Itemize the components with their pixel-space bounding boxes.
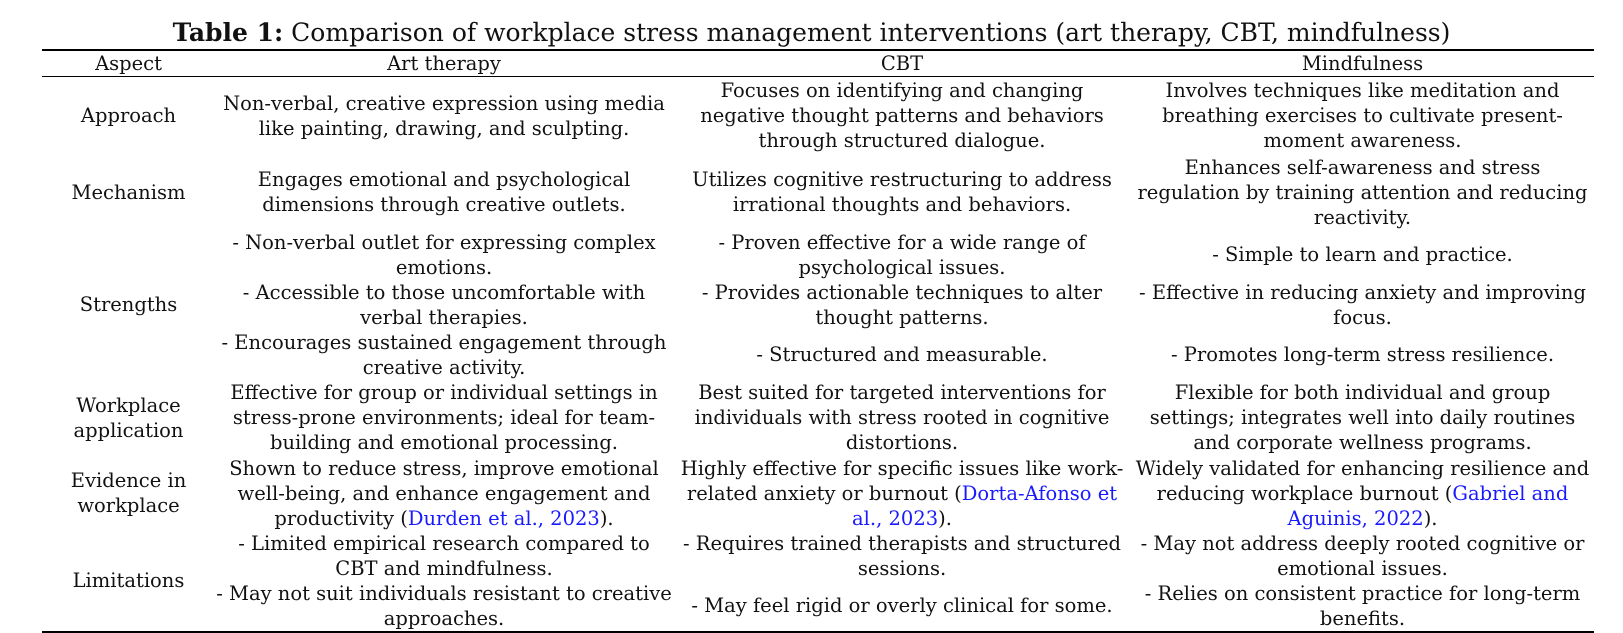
- cell-strengths-art: [215, 230, 673, 380]
- list-item: - Promotes long-term stress resilience.: [1170, 343, 1555, 366]
- list-item: - May feel rigid or overly clinical for some.: [691, 594, 1113, 617]
- table-row: [42, 456, 1594, 531]
- table-row: [42, 155, 1594, 230]
- row-label-approach: Approach: [80, 104, 177, 128]
- citation-link[interactable]: Durden et al., 2023: [407, 506, 600, 530]
- list-item: - Accessible to those uncomfortable with verbal therapies.: [242, 280, 646, 329]
- cell-evidence-mind: [1131, 456, 1594, 531]
- header-mindfulness: Mindfulness: [1301, 52, 1424, 75]
- table-row: [42, 230, 1594, 380]
- list-item: - Non-verbal outlet for expressing complex emotions.: [232, 230, 656, 279]
- list-item: - May not suit individuals resistant to creative approaches.: [216, 581, 672, 630]
- cell-text: Highly effective for specific issues like work-related anxiety or burnout (: [680, 456, 1124, 505]
- list-item: - Provides actionable techniques to alter thought patterns.: [701, 280, 1103, 329]
- row-label-evidence: Evidence in workplace: [70, 469, 187, 517]
- cell-mechanism-cbt: Utilizes cognitive restructuring to address irrational thoughts and behaviors.: [692, 168, 1112, 216]
- cell-limitations-mind: [1131, 531, 1594, 632]
- cell-approach-art: Non-verbal, creative expression using media like painting, drawing, and sculpting.: [223, 91, 665, 140]
- cell-text-end: ).: [1423, 506, 1438, 530]
- list-item: - Effective in reducing anxiety and improving focus.: [1139, 280, 1586, 329]
- cell-text: Widely validated for enhancing resilience and reducing workplace burnout (: [1135, 456, 1590, 505]
- header-cbt: CBT: [880, 52, 924, 75]
- row-label-strengths: Strengths: [79, 293, 178, 316]
- cell-strengths-cbt: [673, 230, 1131, 380]
- cell-workplace-cbt: Best suited for targeted interventions for individuals with stress rooted in cognitive distortions.: [694, 381, 1110, 454]
- table-caption: [0, 18, 1623, 48]
- list-item: - Structured and measurable.: [756, 343, 1048, 366]
- cell-workplace-mind: Flexible for both individual and group settings; integrates well into daily routines and corporate wellness programs.: [1149, 381, 1576, 454]
- cell-limitations-cbt: [673, 531, 1131, 632]
- cell-evidence-art: [215, 456, 673, 531]
- list-item: - Relies on consistent practice for long-term benefits.: [1144, 581, 1581, 630]
- header-art-therapy: Art therapy: [387, 52, 501, 75]
- cell-approach-mind: Involves techniques like meditation and breathing exercises to cultivate present-moment awareness.: [1162, 79, 1563, 153]
- row-label-limitations: Limitations: [72, 569, 185, 592]
- table-row: [42, 531, 1594, 632]
- list-item: - Requires trained therapists and structured sessions.: [682, 531, 1122, 580]
- cell-text: Shown to reduce stress, improve emotional well-being, and enhance engagement and productivity (: [229, 456, 659, 530]
- list-item: - Encourages sustained engagement through creative activity.: [221, 330, 667, 379]
- cell-evidence-cbt: [673, 456, 1131, 531]
- cell-text-end: ).: [938, 506, 952, 530]
- cell-approach-cbt: Focuses on identifying and changing negative thought patterns and behaviors through structured dialogue.: [700, 79, 1104, 153]
- caption-label: Table 1:: [172, 18, 284, 47]
- list-item: - May not address deeply rooted cognitive or emotional issues.: [1140, 531, 1585, 580]
- table-row: [42, 77, 1594, 155]
- header-aspect: Aspect: [95, 52, 162, 75]
- cell-workplace-art: Effective for group or individual settings in stress-prone environments; ideal for team-building and emotional processing.: [230, 381, 658, 454]
- caption-text: Comparison of workplace stress management interventions (art therapy, CBT, mindfulness): [283, 18, 1451, 47]
- citation-link[interactable]: Gabriel and Aguinis, 2022: [1287, 481, 1569, 530]
- comparison-table: [42, 49, 1594, 633]
- row-label-mechanism: Mechanism: [71, 180, 186, 204]
- cell-limitations-art: [215, 531, 673, 632]
- list-item: - Limited empirical research compared to CBT and mindfulness.: [238, 531, 650, 580]
- header-row: [42, 50, 1594, 77]
- cell-mechanism-mind: Enhances self-awareness and stress regulation by training attention and reducing reactivity.: [1137, 155, 1588, 229]
- list-item: - Proven effective for a wide range of psychological issues.: [718, 230, 1086, 279]
- row-label-workplace: Workplace application: [73, 393, 184, 442]
- cell-mechanism-art: Engages emotional and psychological dimensions through creative outlets.: [257, 168, 631, 216]
- cell-strengths-mind: [1131, 230, 1594, 380]
- table-row: [42, 380, 1594, 456]
- list-item: - Simple to learn and practice.: [1212, 243, 1513, 266]
- citation-link[interactable]: Dorta-Afonso et al., 2023: [852, 481, 1118, 530]
- cell-text-end: ).: [599, 506, 614, 530]
